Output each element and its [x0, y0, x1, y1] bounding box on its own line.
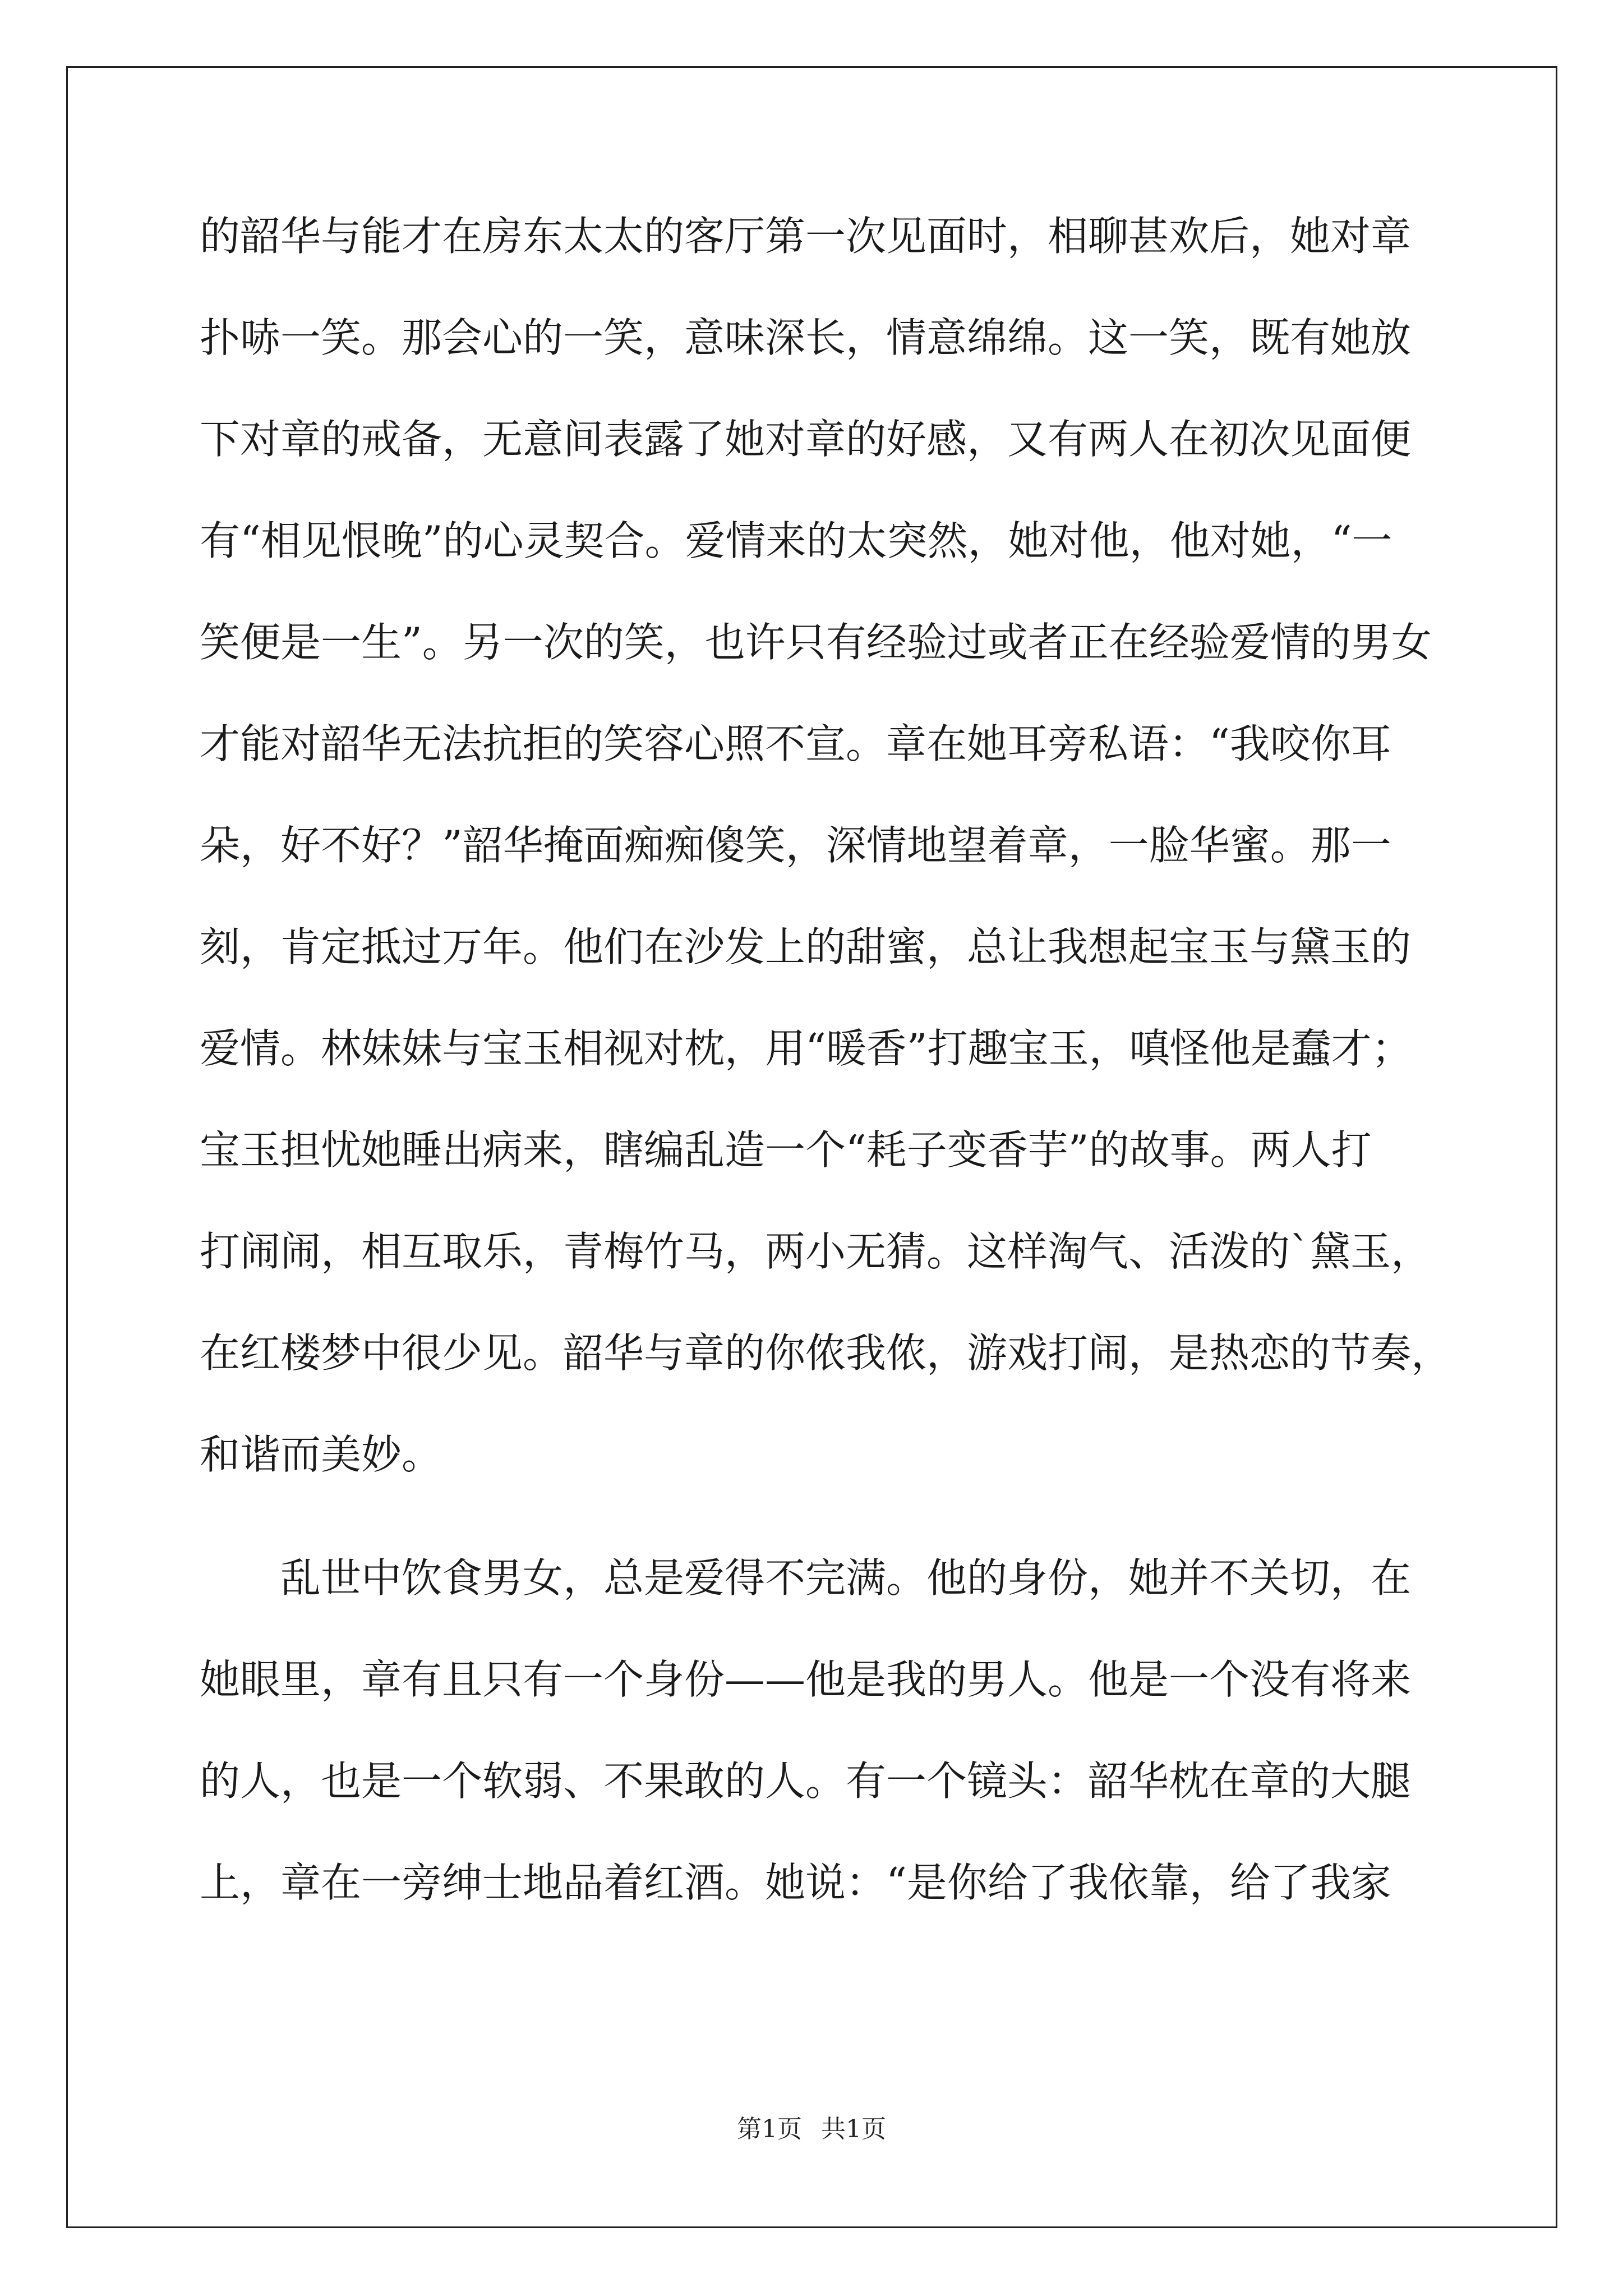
paragraph-1-line-5: 笑便是一生”。另一次的笑，也许只有经验过或者正在经验爱情的男女: [200, 619, 1432, 666]
paragraph-1-line-2: 扑哧一笑。那会心的一笑，意味深长，情意绵绵。这一笑，既有她放: [200, 314, 1412, 361]
paragraph-1-line-3: 下对章的戒备，无意间表露了她对章的好感，又有两人在初次见面便: [200, 416, 1412, 463]
page-total: 共1页: [821, 2115, 886, 2143]
paragraph-1-line-12: 在红楼梦中很少见。韶华与章的你侬我侬，游戏打闹，是热恋的节奏，: [200, 1329, 1452, 1377]
paragraph-1-line-10: 宝玉担忧她睡出病来，瞎编乱造一个“耗子变香芋”的故事。两人打: [200, 1126, 1372, 1174]
paragraph-2-line-3: 的人，也是一个软弱、不果敢的人。有一个镜头：韶华枕在章的大腿: [200, 1757, 1412, 1805]
paragraph-1-line-4: 有“相见恨晚”的心灵契合。爱情来的太突然，她对他，他对她，“一: [200, 517, 1393, 564]
page-number: 第1页: [737, 2115, 802, 2143]
paragraph-1-line-13: 和谐而美妙。: [200, 1431, 442, 1478]
paragraph-1-line-9: 爱情。林妹妹与宝玉相视对枕，用“暖香”打趣宝玉，嗔怪他是蠢才；: [200, 1025, 1412, 1072]
paragraph-1-line-1: 的韶华与能才在房东太太的客厅第一次见面时，相聊甚欢后，她对章: [200, 213, 1412, 260]
paragraph-1-line-7: 朵，好不好？”韶华掩面痴痴傻笑，深情地望着章，一脸华蜜。那一: [200, 822, 1391, 869]
paragraph-2-line-2: 她眼里，章有且只有一个身份——他是我的男人。他是一个没有将来: [200, 1656, 1412, 1703]
paragraph-1-line-8: 刻，肯定抵过万年。他们在沙发上的甜蜜，总让我想起宝玉与黛玉的: [200, 923, 1412, 970]
page-footer: [0, 2114, 1623, 2145]
paragraph-2-line-1: 乱世中饮食男女，总是爱得不完满。他的身份，她并不关切，在: [280, 1554, 1412, 1602]
paragraph-1-line-11: 打闹闹，相互取乐，青梅竹马，两小无猜。这样淘气、活泼的`黛玉，: [200, 1228, 1432, 1275]
paragraph-2-line-4: 上，章在一旁绅士地品着红酒。她说：“是你给了我依靠，给了我家: [200, 1859, 1391, 1906]
paragraph-1-line-6: 才能对韶华无法抗拒的笑容心照不宣。章在她耳旁私语：“我咬你耳: [200, 720, 1391, 767]
